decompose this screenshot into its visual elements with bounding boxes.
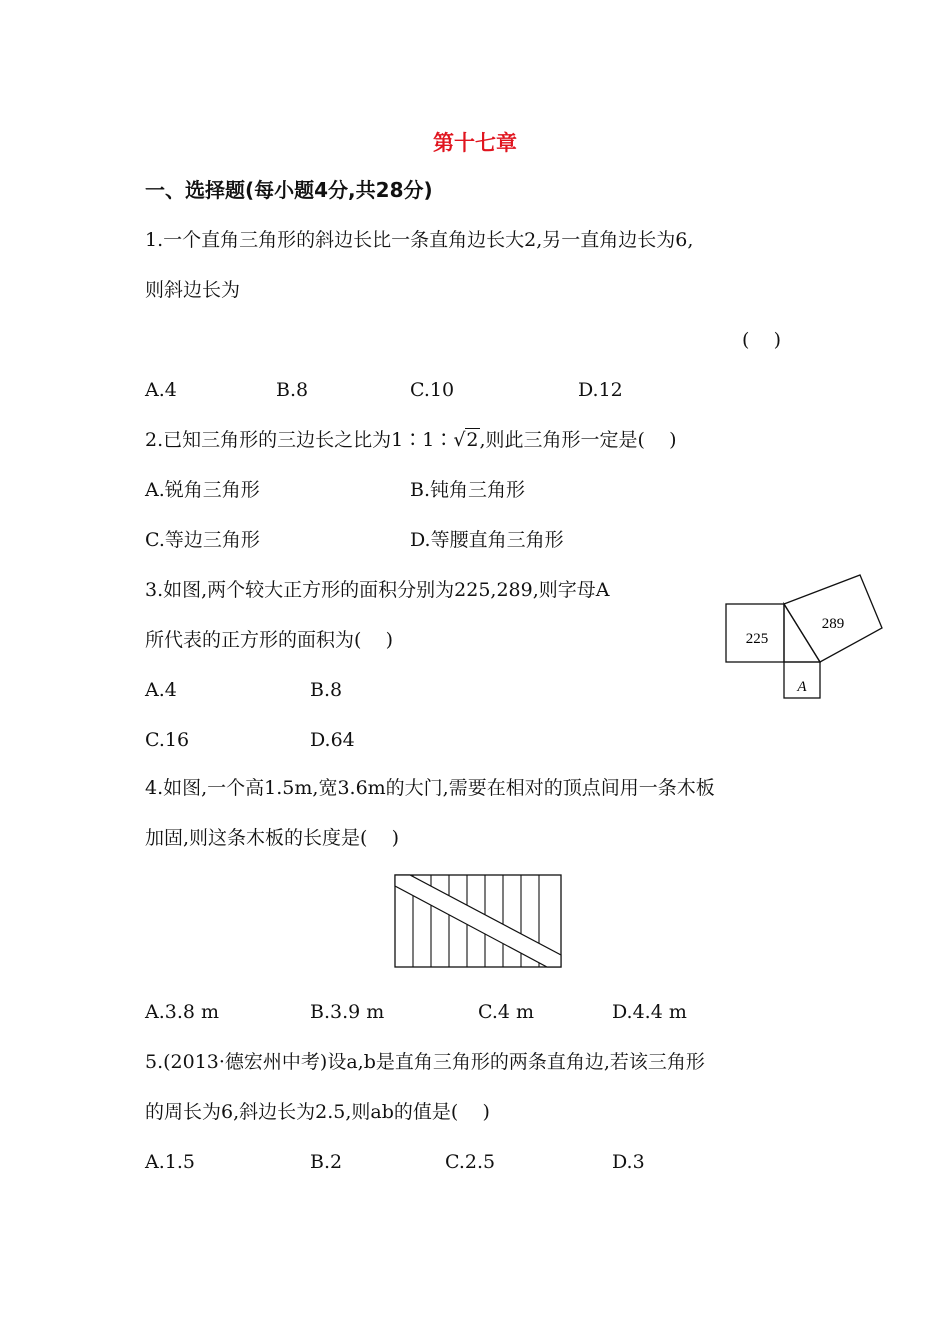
q2-option-c: C.等边三角形: [145, 529, 260, 551]
diagonal-board: [395, 875, 561, 967]
q2-option-a: A.锐角三角形: [145, 479, 260, 501]
q3-option-a: A.4: [145, 679, 177, 701]
q4-stem-line1: 4.如图,一个高1.5m,宽3.6m的大门,需要在相对的顶点间用一条木板: [145, 777, 715, 799]
q1-stem-line1: 1.一个直角三角形的斜边长比一条直角边长大2,另一直角边长为6,: [145, 229, 694, 251]
q5-option-b: B.2: [310, 1151, 343, 1173]
q3-stem-line1: 3.如图,两个较大正方形的面积分别为225,289,则字母A: [145, 579, 610, 601]
q3-option-d: D.64: [310, 729, 355, 751]
right-triangle: [784, 604, 820, 662]
sqrt-expression: √2: [453, 429, 479, 451]
sqrt-radicand: 2: [466, 429, 479, 451]
q3-option-c: C.16: [145, 729, 190, 751]
section-heading: 一、选择题(每小题4分,共28分): [145, 178, 433, 202]
q4-option-a: A.3.8 m: [145, 1001, 220, 1023]
q2-option-d: D.等腰直角三角形: [410, 529, 564, 551]
q5-option-a: A.1.5: [145, 1151, 195, 1173]
q3-option-b: B.8: [310, 679, 343, 701]
q2-stem-after: ,则此三角形一定是( ): [479, 429, 677, 451]
q5-option-d: D.3: [612, 1151, 645, 1173]
q4-stem-line2: 加固,则这条木板的长度是( ): [145, 827, 400, 849]
q1-answer-paren: ( ): [742, 329, 781, 351]
q2-stem: [145, 428, 677, 452]
q1-option-c: C.10: [410, 379, 455, 401]
q2-stem-before: 2.已知三角形的三边长之比为1∶1∶: [145, 429, 454, 451]
q4-gate-figure: [392, 872, 564, 970]
q5-stem-line1: 5.(2013·德宏州中考)设a,b是直角三角形的两条直角边,若该三角形: [145, 1051, 705, 1073]
chapter-title: 第十七章: [433, 131, 517, 155]
q3-squares-figure: [718, 565, 893, 710]
q2-option-b: B.钝角三角形: [410, 479, 526, 501]
q3-stem-line2: 所代表的正方形的面积为( ): [145, 629, 393, 651]
q1-option-d: D.12: [578, 379, 623, 401]
q4-option-b: B.3.9 m: [310, 1001, 385, 1023]
q4-option-c: C.4 m: [478, 1001, 535, 1023]
label-225: 225: [745, 631, 769, 647]
q5-stem-line2: 的周长为6,斜边长为2.5,则ab的值是( ): [145, 1101, 490, 1123]
q1-stem-line2: 则斜边长为: [145, 279, 241, 301]
q1-option-a: A.4: [145, 379, 177, 401]
q5-option-c: C.2.5: [445, 1151, 496, 1173]
label-289: 289: [821, 616, 845, 632]
q1-option-b: B.8: [276, 379, 309, 401]
q4-option-d: D.4.4 m: [612, 1001, 687, 1023]
label-a: A: [797, 679, 807, 695]
